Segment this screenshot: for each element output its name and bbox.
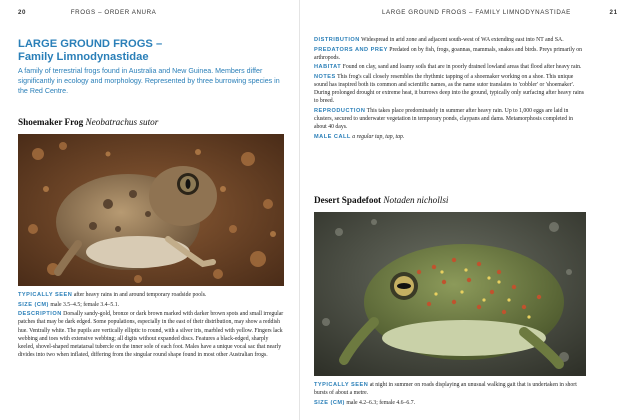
left-running-head	[18, 9, 156, 16]
frog-photo-shoemaker-icon	[18, 134, 284, 286]
shoemaker-details	[18, 291, 286, 361]
species-heading-spadefoot	[314, 195, 448, 205]
male-call-row	[314, 133, 586, 141]
reproduction-row	[314, 107, 586, 131]
habitat-row	[314, 63, 586, 71]
typically-seen-row	[18, 291, 286, 299]
size-text: male 3.5–4.5; female 3.4–5.1.	[50, 301, 120, 308]
right-running-title: LARGE GROUND FROGS – FAMILY LIMNODYNASTIDAE	[382, 9, 571, 16]
species-heading-shoemaker	[18, 117, 158, 127]
shoemaker-continued	[314, 36, 586, 143]
reproduction-text: This takes place predominately in summer after heavy rain. Up to 1,000 eggs are laid in clusters, secured to underwater vegetation in temporary ponds, claypans and dams. Metamorphosis completed in about 40 days.	[314, 108, 573, 131]
typically-seen-row	[314, 381, 586, 397]
description-row	[18, 310, 286, 359]
description-label: DESCRIPTION	[18, 311, 62, 318]
species-common-name: Desert Spadefoot	[314, 195, 382, 205]
family-title-block	[18, 38, 288, 64]
typically-seen-label: TYPICALLY SEEN	[314, 382, 369, 388]
frog-photo-spadefoot-icon	[314, 212, 586, 376]
family-title: LARGE GROUND FROGS –	[18, 38, 163, 50]
size-text: male 4.2–6.3; female 4.6–6.7.	[346, 399, 416, 406]
size-label: SIZE (CM)	[18, 301, 49, 308]
right-page-number: 21	[609, 9, 618, 16]
distribution-row	[314, 36, 586, 44]
species-common-name: Shoemaker Frog	[18, 117, 84, 127]
right-page	[300, 0, 618, 420]
size-row	[314, 399, 586, 407]
habitat-text: Found on clay, sand and loamy soils that are in poorly drained lowland areas that flood after heavy rain.	[342, 64, 582, 71]
distribution-label: DISTRIBUTION	[314, 37, 360, 43]
species-scientific-name: Neobatrachus sutor	[85, 117, 159, 127]
male-call-label: MALE CALL	[314, 134, 351, 140]
family-intro: A family of terrestrial frogs found in Australia and New Guinea. Members differ significantly in ecology and morphology. Represented by three burrowing species in the Red Centre.	[18, 67, 280, 95]
habitat-label: HABITAT	[314, 64, 342, 71]
size-row	[18, 301, 286, 309]
typically-seen-label: TYPICALLY SEEN	[18, 292, 73, 298]
left-running-title: FROGS – ORDER ANURA	[70, 9, 157, 16]
family-subtitle: Family Limnodynastidae	[18, 51, 149, 63]
male-call-text: a regular tap, tap, tap.	[352, 134, 405, 140]
predators-row	[314, 46, 586, 62]
spadefoot-details	[314, 381, 586, 408]
description-text: Dorsally sandy-gold, bronze or dark brown marked with darker brown spots and small irregular patches that may be dark edged. Some populations, especially in the east of their distribution, may show a reddish hue. Ventrally white. The pupils are vertically elliptic to round, with a silver iris, marbled with yellow. Fingers lack webbing and toes with extensive webbing; all digits without expanded discs. Features a black-edged, sharply keeled, shovel-shaped metatarsal tubercle on the inner sole of each foot. Males have a unique vocal sac that nearly divides into two when inflated, differing from the singular round shape found in most other Australian frogs.	[18, 311, 284, 358]
distribution-text: Widespread in arid zone and adjacent south-west of WA extending east into NT and SA.	[361, 37, 564, 43]
notes-label: NOTES	[314, 74, 336, 81]
reproduction-label: REPRODUCTION	[314, 108, 366, 115]
predators-label: PREDATORS AND PREY	[314, 46, 388, 53]
predators-text: Predated on by fish, frogs, goannas, mammals, snakes and birds. Preys primarily on arthropods.	[314, 46, 583, 61]
size-label: SIZE (CM)	[314, 399, 345, 406]
notes-row	[314, 73, 586, 105]
typically-seen-text: at night in summer on roads displaying an unusual walking gait that is undertaken in short bursts of about a metre.	[314, 382, 577, 397]
left-page	[0, 0, 299, 420]
species-scientific-name: Notaden nichollsi	[383, 195, 449, 205]
right-running-head	[382, 9, 618, 16]
notes-text: This frog's call closely resembles the rhythmic tapping of a shoemaker working on a shoe. This unique sound has inspired both its common and scientific names, as the name sutor translates to 'cobbler' or 'shoemaker'. During prolonged drought or extreme heat, it burrows deep into the ground, typically only surfacing after heavy rains to breed.	[314, 74, 585, 105]
left-page-number: 20	[18, 9, 27, 16]
typically-seen-text: after heavy rains in and around temporary roadside pools.	[73, 292, 207, 298]
